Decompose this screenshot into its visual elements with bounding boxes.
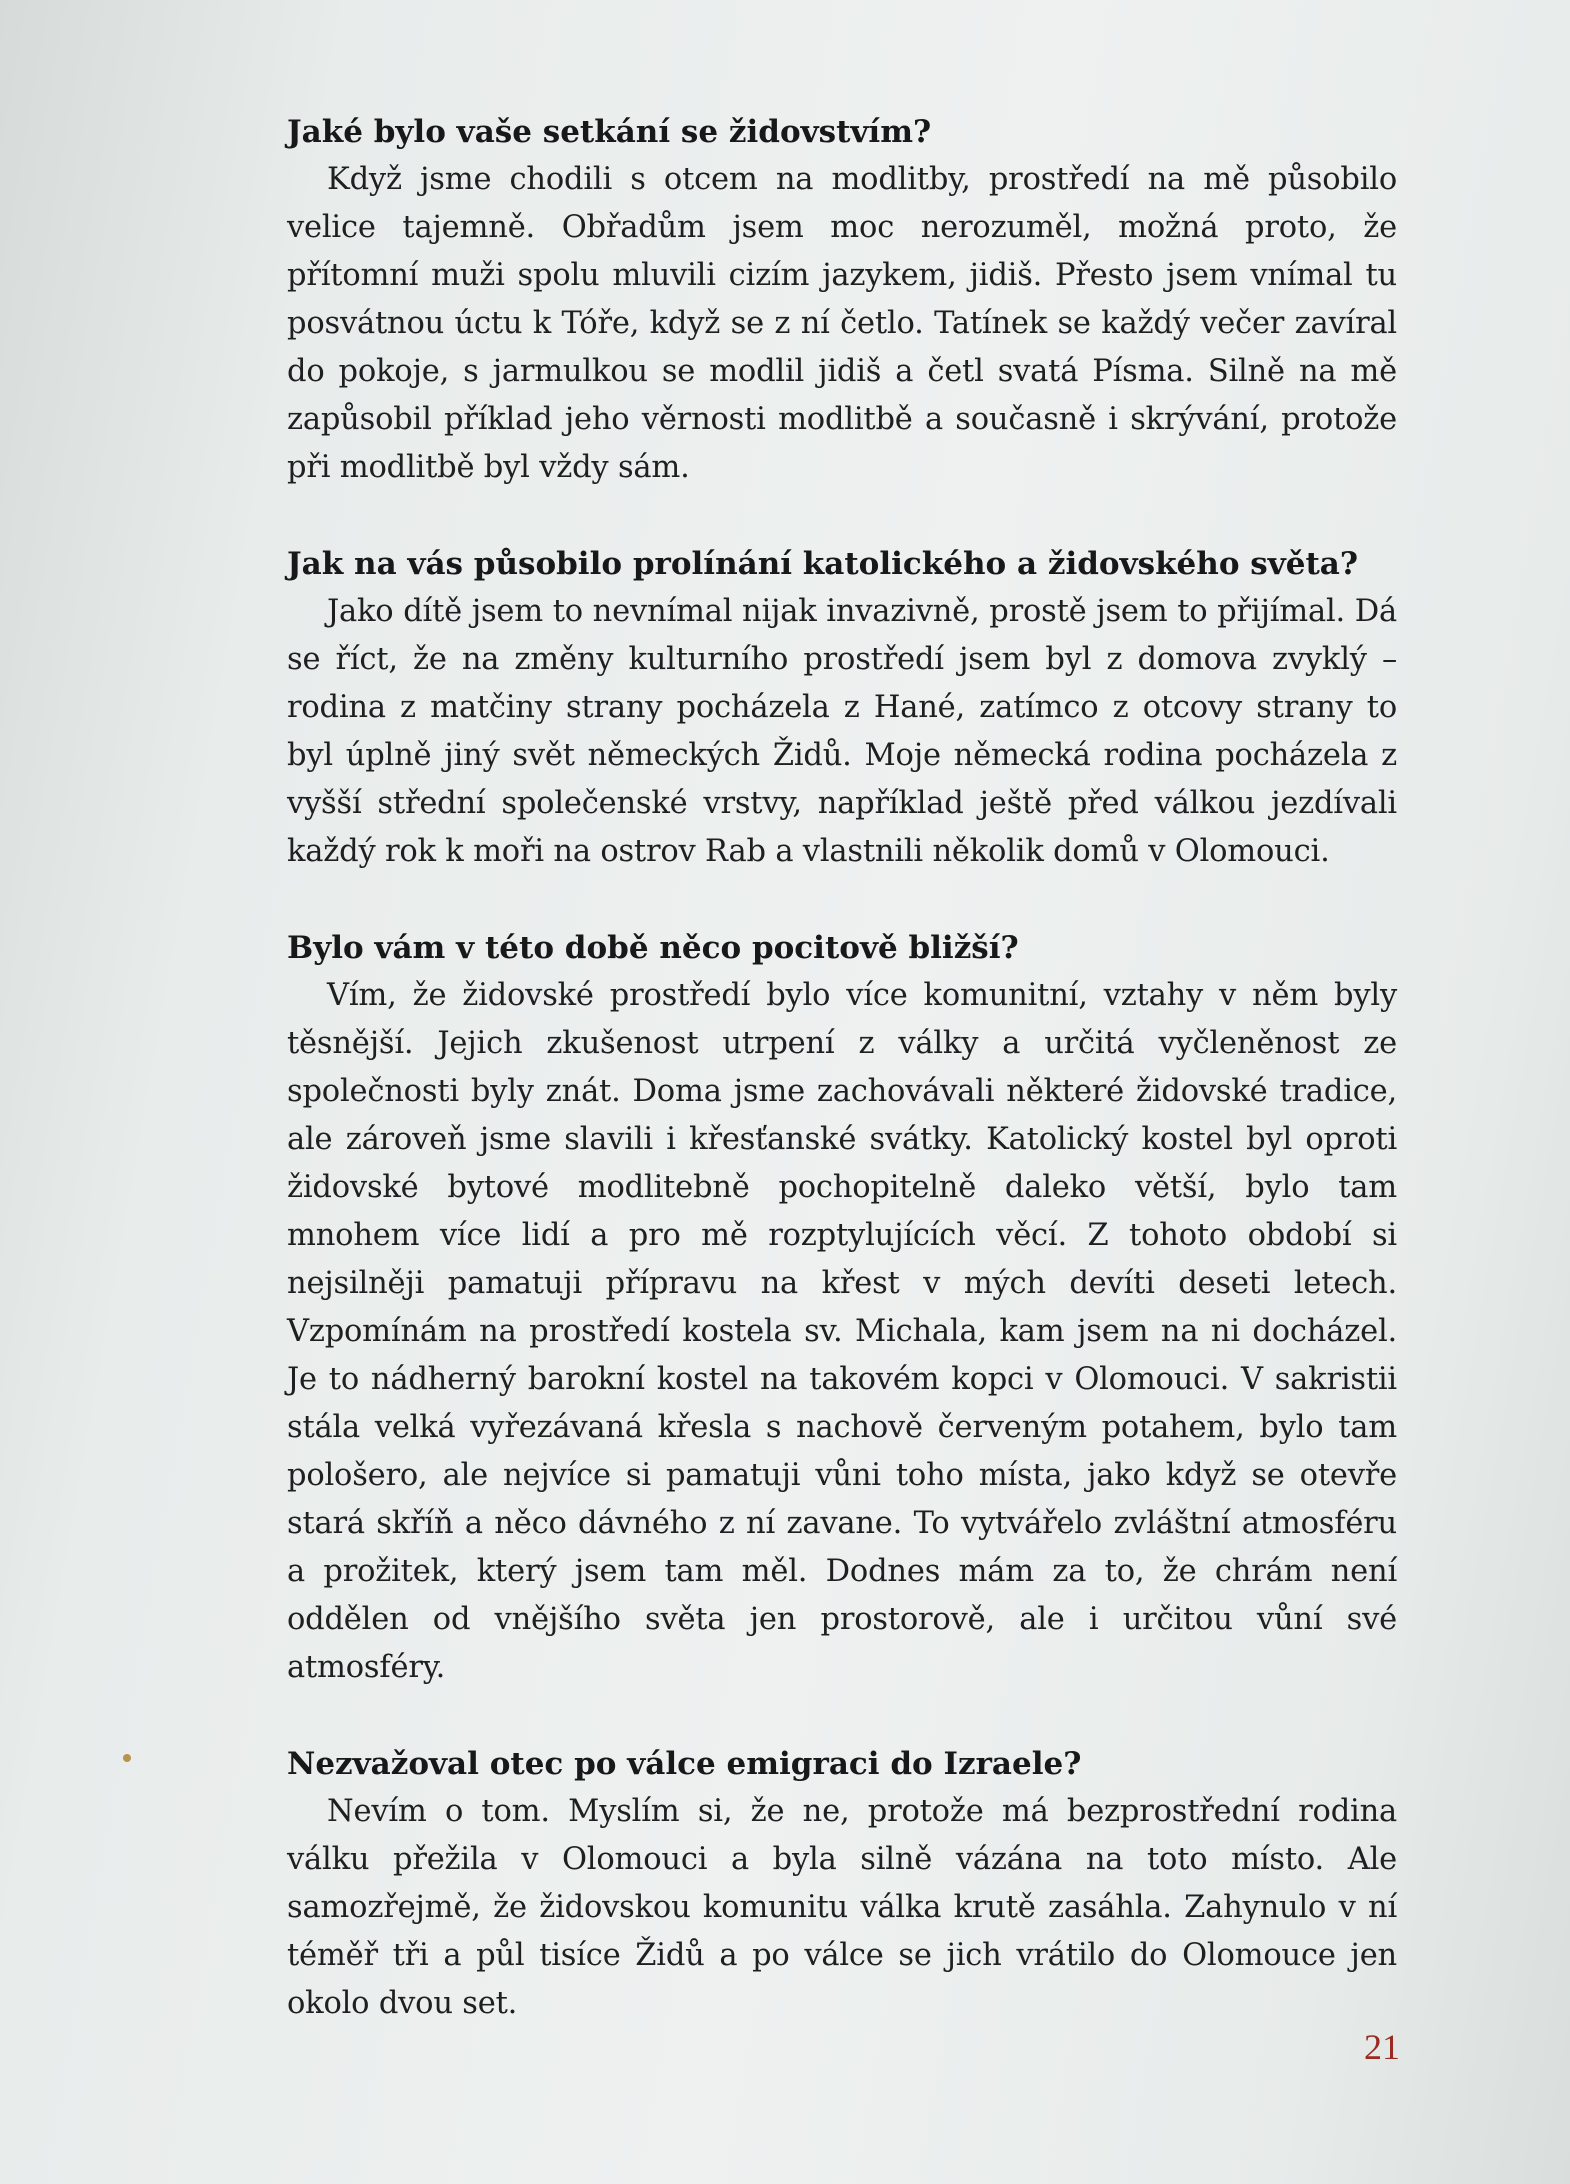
paper-spot xyxy=(123,1754,131,1762)
interview-text xyxy=(287,108,1397,2076)
answer-paragraph: Když jsme chodili s otcem na modlitby, prostředí na mě působilo velice tajemně. Obřadům jsem moc nerozuměl, možná proto, že přítomní muži spolu mluvili cizím jazykem, jidiš. Přesto jsem vnímal tu posvátnou úctu k Tóře, když se z ní četlo. Tatínek se každý večer zavíral do pokoje, s jarmulkou se modlil jidiš a četl svatá Písma. Silně na mě zapůsobil příklad jeho věrnosti modlitbě a současně i skrývání, protože při modlitbě byl vždy sám. xyxy=(287,162,1397,485)
answer-paragraph: Nevím o tom. Myslím si, že ne, protože má bezprostřední rodina válku přežila v Olomouci a byla silně vázána na toto místo. Ale samozřejmě, že židovskou komunitu válka krutě zasáhla. Zahynulo v ní téměř tři a půl tisíce Židů a po válce se jich vrátilo do Olomouce jen okolo dvou set. xyxy=(287,1794,1397,2021)
qa-section xyxy=(287,1740,1397,2028)
answer-paragraph: Jako dítě jsem to nevnímal nijak invazivně, prostě jsem to přijímal. Dá se říct, že na změny kulturního prostředí jsem byl z domova zvyklý – rodina z matčiny strany pocházela z Hané, zatímco z otcovy strany to byl úplně jiný svět německých Židů. Moje německá rodina pocházela z vyšší střední společenské vrstvy, například ještě před válkou jezdívali každý rok k moři na ostrov Rab a vlastnili několik domů v Olomouci. xyxy=(287,594,1397,869)
qa-section xyxy=(287,108,1397,492)
qa-section xyxy=(287,540,1397,876)
question-heading: Nezvažoval otec po válce emigraci do Izraele? xyxy=(287,1746,1082,1782)
question-heading: Jak na vás působilo prolínání katolického a židovského světa? xyxy=(287,546,1359,582)
answer-paragraph: Vím, že židovské prostředí bylo více komunitní, vztahy v něm byly těsnější. Jejich zkušenost utrpení z války a určitá vyčleněnost ze společnosti byly znát. Doma jsme zachovávali některé židovské tradice, ale zároveň jsme slavili i křesťanské svátky. Katolický kostel byl oproti židovské bytové modlitebně pochopitelně daleko větší, bylo tam mnohem více lidí a pro mě rozptylujících věcí. Z tohoto období si nejsilněji pamatuji přípravu na křest v mých devíti deseti letech. Vzpomínám na prostředí kostela sv. Michala, kam jsem na ni docházel. Je to nádherný barokní kostel na takovém kopci v Olomouci. V sakristii stála velká vyřezávaná křesla s nachově červeným potahem, bylo tam pološero, ale nejvíce si pamatuji vůni toho místa, jako když se otevře stará skříň a něco dávného z ní zavane. To vytvářelo zvláštní atmosféru a prožitek, který jsem tam měl. Dodnes mám za to, že chrám není oddělen od vnějšího světa jen prostorově, ale i určitou vůní své atmosféry. xyxy=(287,978,1397,1685)
page-number: 21 xyxy=(1364,2027,1400,2067)
question-heading: Bylo vám v této době něco pocitově bližší? xyxy=(287,930,1019,966)
question-heading: Jaké bylo vaše setkání se židovstvím? xyxy=(287,114,932,150)
qa-section xyxy=(287,924,1397,1692)
